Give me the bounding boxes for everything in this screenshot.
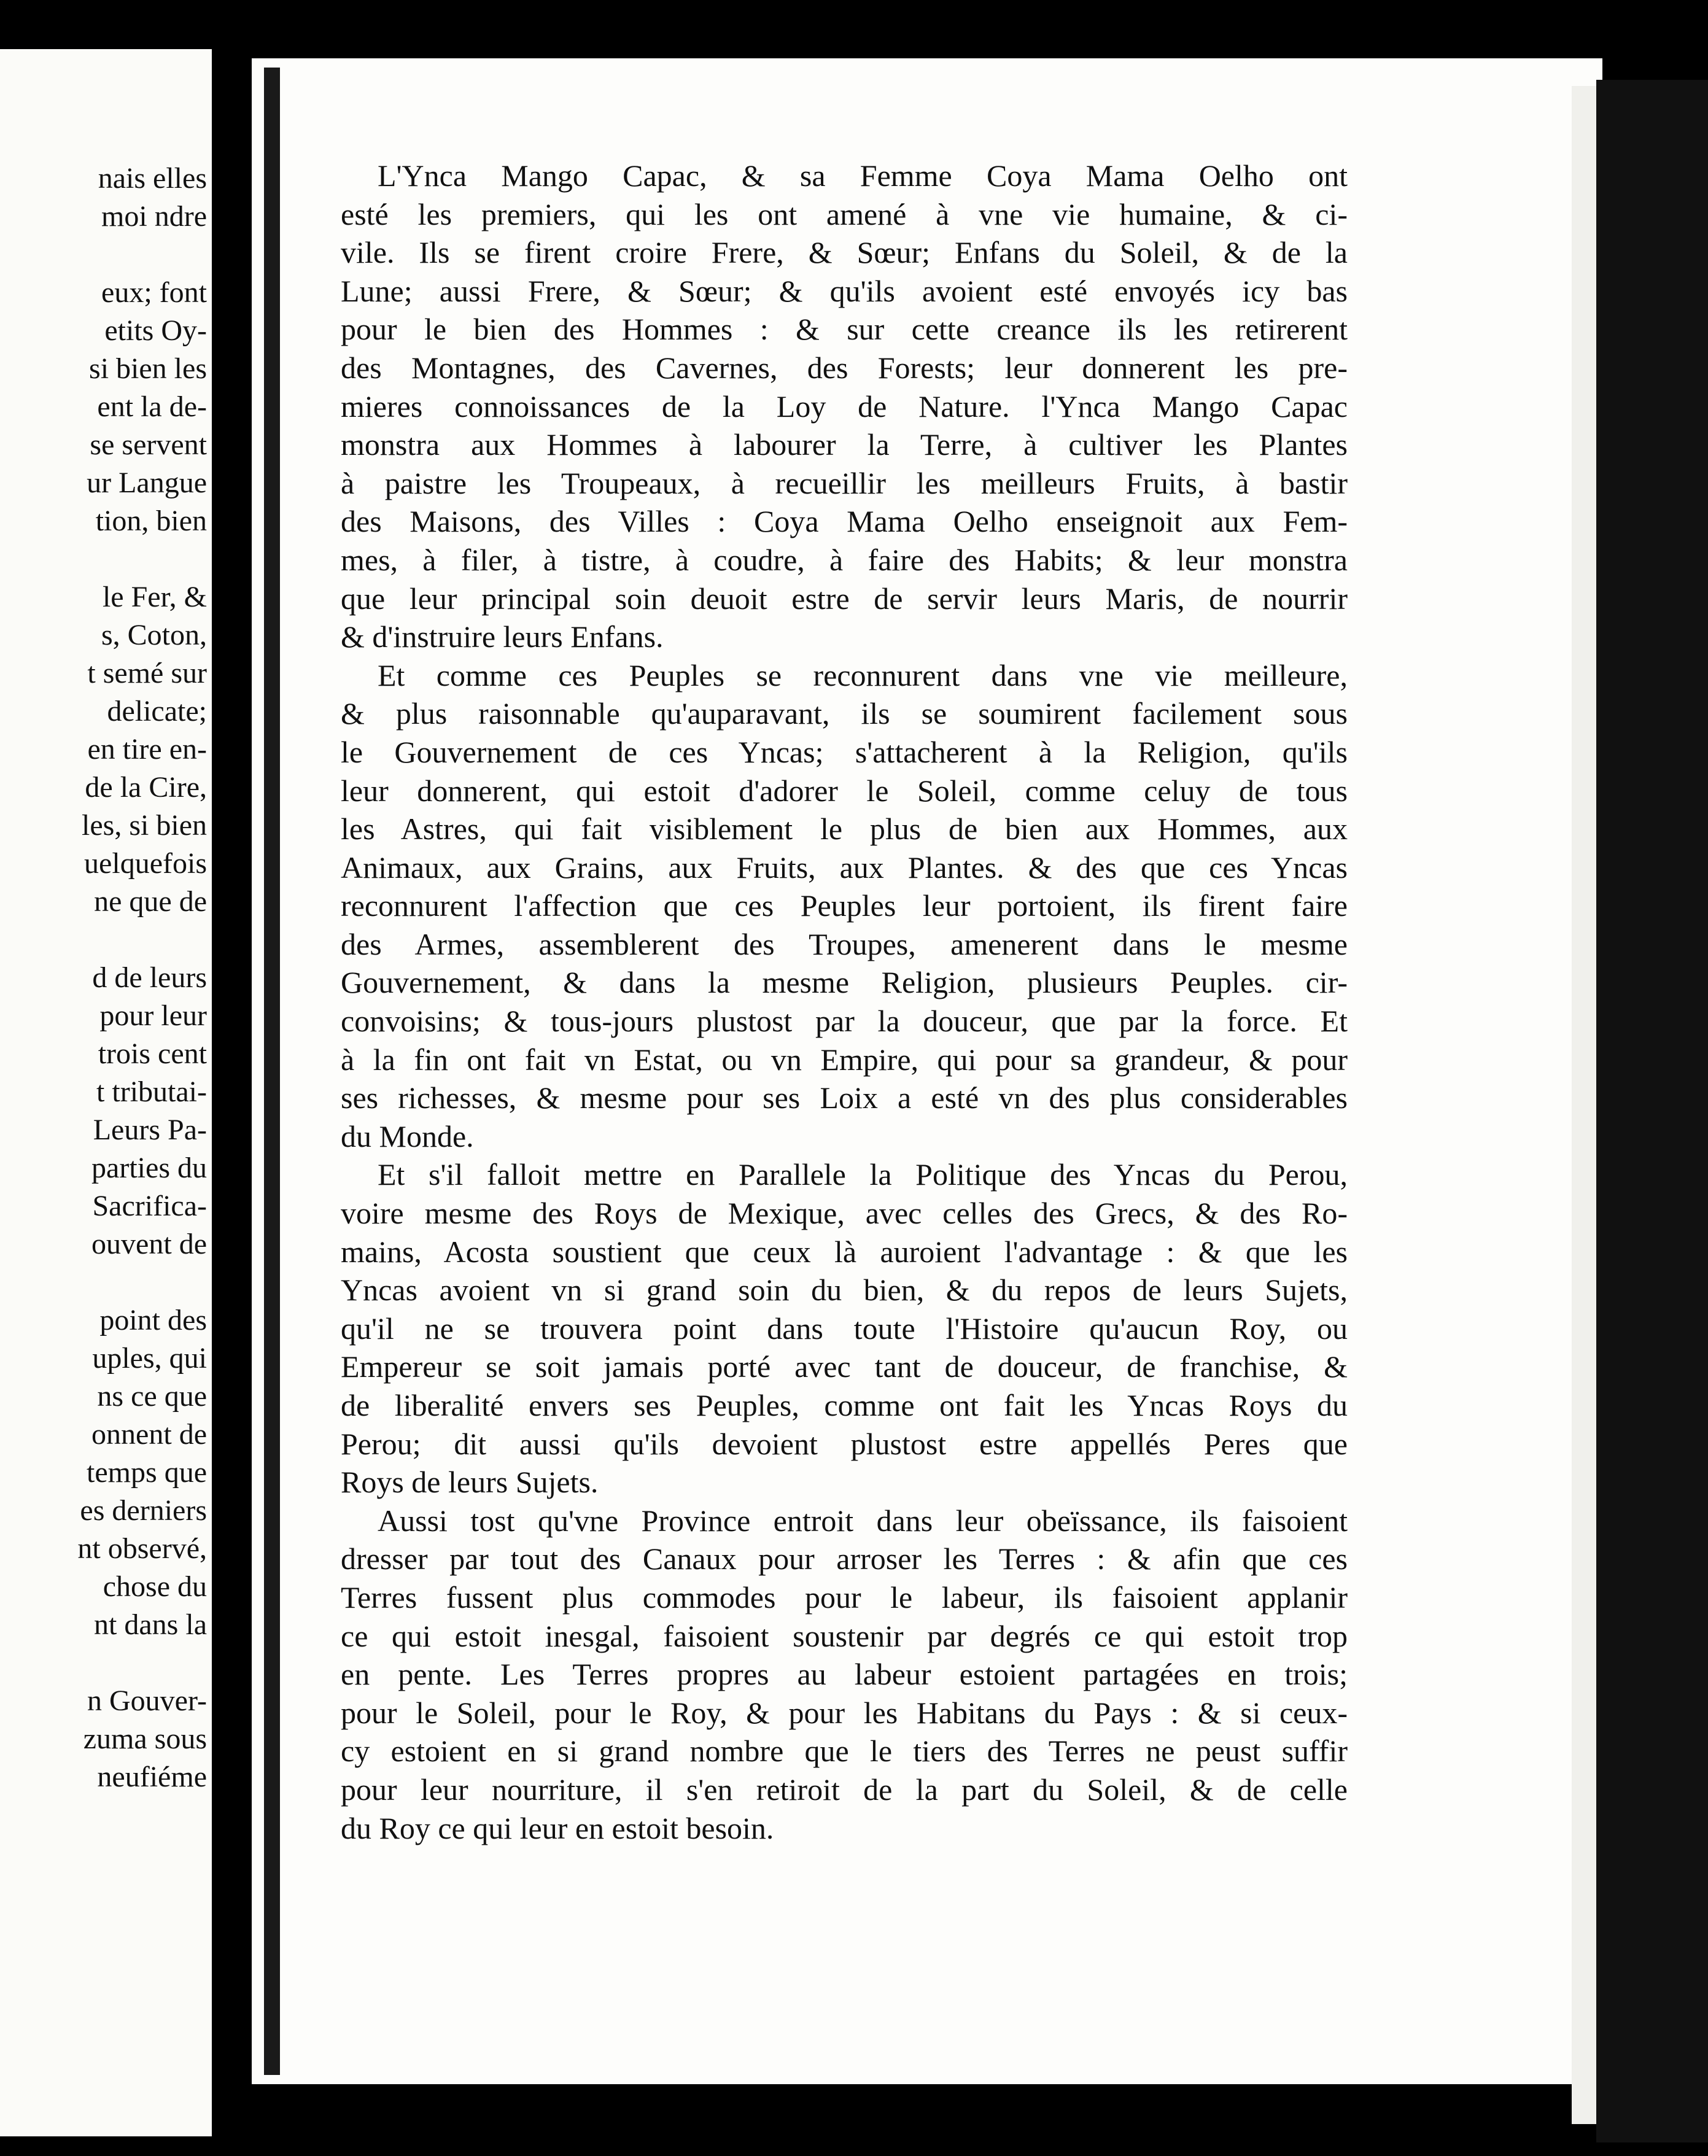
facing-page-line: uples, qui — [92, 1342, 207, 1375]
facing-page-text — [0, 160, 207, 1796]
text-line: Yncas avoient vn si grand soin du bien, & du repos de leurs Sujets, — [341, 1273, 1348, 1308]
facing-page-line: ur Langue — [87, 467, 207, 499]
text-line: voire mesme des Roys de Mexique, avec celles des Grecs, & des Ro- — [341, 1196, 1348, 1231]
facing-page-line: ns ce que — [97, 1380, 207, 1413]
facing-page-line: n Gouver- — [87, 1685, 207, 1717]
text-line: Animaux, aux Grains, aux Fruits, aux Plantes. & des que ces Yncas — [341, 850, 1348, 885]
facing-page-line: tion, bien — [95, 505, 207, 537]
paragraph — [341, 157, 1348, 656]
facing-page-line: ent la de- — [97, 390, 207, 423]
facing-page-line: neufiéme — [97, 1761, 207, 1793]
facing-page-line — [0, 1644, 207, 1682]
text-line: convoisins; & tous-jours plustost par la douceur, que par la force. Et — [341, 1004, 1348, 1039]
text-line: reconnurent l'affection que ces Peuples leur portoient, ils firent faire — [341, 888, 1348, 923]
paragraph — [341, 656, 1348, 1156]
paragraph — [341, 1502, 1348, 1847]
text-line: Et comme ces Peuples se reconnurent dans vne vie meilleure, — [378, 657, 1348, 692]
right-margin-shadow — [1596, 80, 1708, 2142]
facing-page-line: eux; font — [101, 276, 207, 309]
facing-page-line: point des — [99, 1304, 207, 1336]
text-line: les Astres, qui fait visiblement le plus de bien aux Hommes, aux — [341, 812, 1348, 847]
text-line: des Maisons, des Villes : Coya Mama Oelho enseignoit aux Fem- — [341, 504, 1348, 539]
facing-page-line: les, si bien — [82, 809, 207, 842]
facing-page-line: Sacrifica- — [92, 1190, 207, 1222]
text-line: de liberalité envers ses Peuples, comme ont fait les Yncas Roys du — [341, 1388, 1348, 1422]
text-line: mes, à filer, à tistre, à coudre, à faire des Habits; & leur monstra — [341, 542, 1348, 577]
facing-page-line: onnent de — [91, 1418, 207, 1451]
facing-page-line: de la Cire, — [85, 771, 207, 804]
text-line: pour le bien des Hommes : & sur cette creance ils les retirerent — [341, 312, 1348, 347]
text-line: à paistre les Troupeaux, à recueillir les meilleurs Fruits, à bastir — [341, 465, 1348, 500]
text-line: pour le Soleil, pour le Roy, & pour les Habitans du Pays : & si ceux- — [341, 1695, 1348, 1730]
facing-page-line: Leurs Pa- — [93, 1114, 207, 1146]
facing-page-line: t tributai- — [96, 1076, 207, 1108]
text-line: du Roy ce qui leur en estoit besoin. — [341, 1810, 774, 1845]
text-line: mieres connoissances de la Loy de Nature. l'Ynca Mango Capac — [341, 389, 1348, 424]
text-line: ses richesses, & mesme pour ses Loix a esté vn des plus considerables — [341, 1080, 1348, 1115]
facing-page-line: delicate; — [107, 695, 207, 727]
text-line: Et s'il falloit mettre en Parallele la Politique des Yncas du Perou, — [378, 1157, 1348, 1192]
facing-page-line: zuma sous — [83, 1723, 207, 1755]
text-line: Terres fussent plus commodes pour le labeur, ils faisoient applanir — [341, 1580, 1348, 1615]
page-border-rule — [264, 68, 280, 2075]
text-line: esté les premiers, qui les ont amené à vne vie humaine, & ci- — [341, 196, 1348, 231]
facing-page-line: t semé sur — [87, 657, 207, 689]
text-line: des Montagnes, des Cavernes, des Forests; leur donnerent les pre- — [341, 350, 1348, 385]
paragraph — [341, 1155, 1348, 1501]
text-line: vile. Ils se firent croire Frere, & Sœur; Enfans du Soleil, & de la — [341, 235, 1348, 270]
text-line: en pente. Les Terres propres au labeur estoient partagées en trois; — [341, 1657, 1348, 1692]
facing-page-line: parties du — [91, 1152, 207, 1184]
facing-page-line: uelquefois — [84, 847, 207, 880]
text-line: que leur principal soin deuoit estre de servir leurs Maris, de nourrir — [341, 581, 1348, 616]
text-line: leur donnerent, qui estoit d'adorer le Soleil, comme celuy de tous — [341, 773, 1348, 808]
facing-page-line: nt dans la — [94, 1608, 207, 1641]
facing-page-line: le Fer, & — [102, 581, 207, 613]
body-text — [341, 157, 1348, 1847]
facing-page-line: s, Coton, — [101, 619, 207, 651]
text-line: des Armes, assemblerent des Troupes, amenerent dans le mesme — [341, 926, 1348, 961]
text-line: pour leur nourriture, il s'en retiroit de la part du Soleil, & de celle — [341, 1772, 1348, 1807]
facing-page-line: en tire en- — [87, 733, 207, 766]
facing-page-line: pour leur — [99, 999, 207, 1032]
text-line: dresser par tout des Canaux pour arroser les Terres : & afin que ces — [341, 1541, 1348, 1576]
text-line: Lune; aussi Frere, & Sœur; & qu'ils avoient esté envoyés icy bas — [341, 273, 1348, 308]
text-line: ce qui estoit inesgal, faisoient soustenir par degrés ce qui estoit trop — [341, 1618, 1348, 1653]
gutter-shadow — [212, 37, 255, 2149]
text-line: à la fin ont fait vn Estat, ou vn Empire, qui pour sa grandeur, & pour — [341, 1042, 1348, 1077]
facing-page-line: d de leurs — [92, 961, 207, 994]
facing-page-line — [0, 236, 207, 274]
facing-page-line: nt observé, — [77, 1532, 207, 1565]
text-line: cy estoient en si grand nombre que le tiers des Terres ne peust suffir — [341, 1734, 1348, 1769]
facing-page-line: chose du — [103, 1570, 207, 1603]
facing-page-line: ne que de — [94, 885, 207, 918]
text-line: Roys de leurs Sujets. — [341, 1465, 599, 1500]
facing-page-line: moi ndre — [101, 200, 207, 233]
facing-page-line — [0, 540, 207, 578]
facing-page-line: es derniers — [80, 1494, 207, 1527]
text-line: qu'il ne se trouvera point dans toute l'Histoire qu'aucun Roy, ou — [341, 1311, 1348, 1346]
text-line: Aussi tost qu'vne Province entroit dans leur obeïssance, ils faisoient — [378, 1503, 1348, 1538]
text-line: Gouvernement, & dans la mesme Religion, plusieurs Peuples. cir- — [341, 965, 1348, 1000]
facing-page-line — [0, 1263, 207, 1301]
text-line: mains, Acosta soustient que ceux là auroient l'advantage : & que les — [341, 1234, 1348, 1269]
facing-page-line: si bien les — [89, 352, 207, 385]
facing-page-line — [0, 921, 207, 959]
text-line: & d'instruire leurs Enfans. — [341, 619, 664, 654]
facing-page-line: etits Oy- — [104, 314, 207, 347]
text-line: & plus raisonnable qu'auparavant, ils se soumirent facilement sous — [341, 696, 1348, 731]
text-line: du Monde. — [341, 1119, 474, 1154]
text-line: monstra aux Hommes à labourer la Terre, à cultiver les Plantes — [341, 427, 1348, 462]
facing-page-fragment — [0, 49, 212, 2136]
facing-page-line: ouvent de — [91, 1228, 207, 1260]
text-line: Perou; dit aussi qu'ils devoient plustost estre appellés Peres que — [341, 1426, 1348, 1461]
text-line: L'Ynca Mango Capac, & sa Femme Coya Mama Oelho ont — [378, 158, 1348, 193]
text-line: le Gouvernement de ces Yncas; s'attacherent à la Religion, qu'ils — [341, 734, 1348, 769]
facing-page-line: temps que — [87, 1456, 207, 1489]
facing-page-line: se servent — [90, 428, 207, 461]
facing-page-line: nais elles — [98, 162, 207, 195]
facing-page-line: trois cent — [98, 1037, 207, 1070]
text-line: Empereur se soit jamais porté avec tant de douceur, de franchise, & — [341, 1349, 1348, 1384]
